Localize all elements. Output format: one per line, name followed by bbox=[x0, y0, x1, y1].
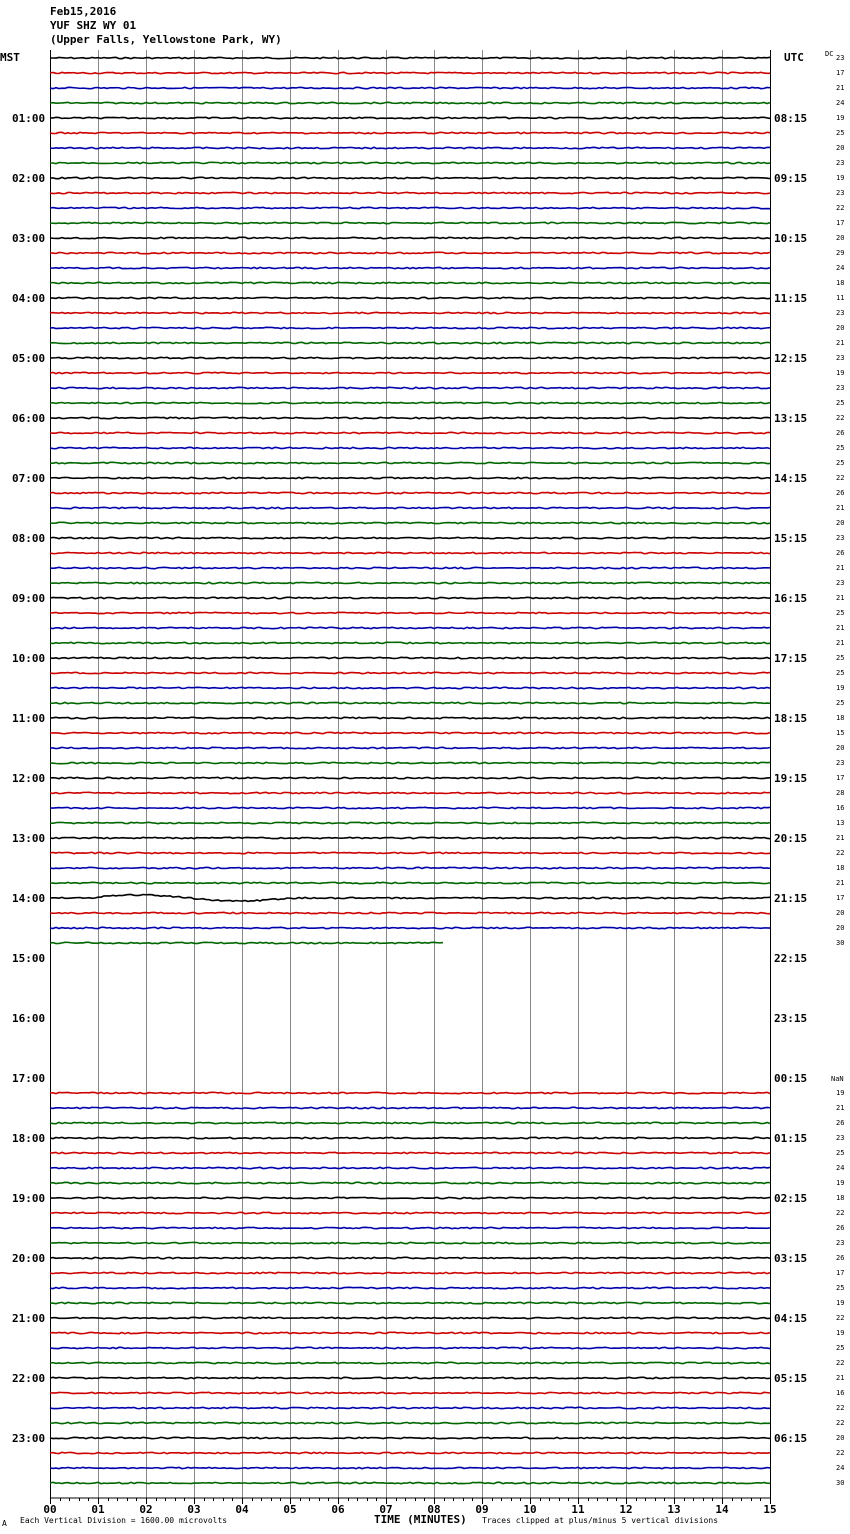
trace-row-2 bbox=[50, 87, 770, 88]
trace-row-42 bbox=[50, 687, 770, 688]
hour-label-right: 23:15 bbox=[774, 1012, 808, 1025]
trace-row-71 bbox=[50, 1122, 770, 1123]
hour-label-right: 06:15 bbox=[774, 1432, 808, 1445]
dc-value: 21 bbox=[836, 624, 845, 632]
hour-label-right: 01:15 bbox=[774, 1132, 808, 1145]
trace-row-0 bbox=[50, 57, 770, 58]
dc-value: 21 bbox=[836, 594, 845, 602]
trace-row-26 bbox=[50, 447, 770, 448]
hour-label-right: 12:15 bbox=[774, 352, 808, 365]
dc-value: 28 bbox=[836, 789, 845, 797]
hour-label-right: 14:15 bbox=[774, 472, 808, 485]
trace-row-12 bbox=[50, 237, 770, 238]
dc-value: 26 bbox=[836, 1254, 845, 1262]
trace-row-69 bbox=[50, 1092, 770, 1093]
trace-row-8 bbox=[50, 177, 770, 178]
x-tick-label: 07 bbox=[379, 1503, 393, 1516]
footer-clip-note: Traces clipped at plus/minus 5 vertical divisions bbox=[482, 1516, 719, 1525]
dc-value: 29 bbox=[836, 249, 845, 257]
x-tick-label: 15 bbox=[763, 1503, 777, 1516]
dc-value: 22 bbox=[836, 1209, 845, 1217]
trace-row-51 bbox=[50, 822, 770, 823]
trace-row-74 bbox=[50, 1167, 770, 1168]
trace-row-41 bbox=[50, 672, 770, 673]
hour-label-left: 11:00 bbox=[12, 712, 46, 725]
hour-label-left: 04:00 bbox=[12, 292, 46, 305]
dc-value: 19 bbox=[836, 369, 845, 377]
trace-row-78 bbox=[50, 1227, 770, 1228]
trace-row-47 bbox=[50, 762, 770, 763]
trace-row-29 bbox=[50, 492, 770, 493]
hour-label-right: 22:15 bbox=[774, 952, 808, 965]
dc-value: 30 bbox=[836, 1479, 845, 1487]
dc-value: 17 bbox=[836, 219, 845, 227]
dc-value: 22 bbox=[836, 1449, 845, 1457]
dc-value: 21 bbox=[836, 879, 845, 887]
dc-value: 23 bbox=[836, 309, 845, 317]
dc-value: 19 bbox=[836, 114, 845, 122]
dc-header-1: DC bbox=[825, 50, 834, 58]
right-timezone-label: UTC bbox=[784, 51, 804, 64]
dc-value: 25 bbox=[836, 399, 845, 407]
trace-row-57 bbox=[50, 912, 770, 913]
trace-row-44 bbox=[50, 717, 770, 718]
dc-value: 25 bbox=[836, 444, 845, 452]
dc-value: 18 bbox=[836, 279, 845, 287]
dc-value: 25 bbox=[836, 459, 845, 467]
x-tick-label: 09 bbox=[475, 1503, 489, 1516]
trace-row-38 bbox=[50, 627, 770, 628]
hour-label-left: 01:00 bbox=[12, 112, 46, 125]
x-tick-label: 04 bbox=[235, 1503, 249, 1516]
trace-row-90 bbox=[50, 1407, 770, 1408]
dc-value: 22 bbox=[836, 414, 845, 422]
hour-label-right: 09:15 bbox=[774, 172, 808, 185]
trace-row-52 bbox=[50, 837, 770, 838]
dc-value: 21 bbox=[836, 84, 845, 92]
hour-label-right: 17:15 bbox=[774, 652, 808, 665]
trace-row-75 bbox=[50, 1182, 770, 1183]
trace-row-93 bbox=[50, 1452, 770, 1453]
hour-label-right: 05:15 bbox=[774, 1372, 808, 1385]
hour-label-right: 21:15 bbox=[774, 892, 808, 905]
trace-row-43 bbox=[50, 702, 770, 703]
trace-row-84 bbox=[50, 1317, 770, 1318]
trace-row-56 bbox=[50, 894, 770, 901]
trace-row-33 bbox=[50, 552, 770, 553]
trace-row-34 bbox=[50, 567, 770, 568]
dc-value: 24 bbox=[836, 1464, 845, 1472]
dc-value: 18 bbox=[836, 714, 845, 722]
trace-row-55 bbox=[50, 882, 770, 883]
x-tick-label: 08 bbox=[427, 1503, 441, 1516]
trace-row-73 bbox=[50, 1152, 770, 1153]
trace-row-21 bbox=[50, 372, 770, 373]
hour-label-right: 02:15 bbox=[774, 1192, 808, 1205]
dc-value: 20 bbox=[836, 324, 845, 332]
hour-label-left: 14:00 bbox=[12, 892, 46, 905]
dc-value: 25 bbox=[836, 129, 845, 137]
trace-row-31 bbox=[50, 522, 770, 523]
trace-row-53 bbox=[50, 852, 770, 853]
hour-label-left: 16:00 bbox=[12, 1012, 46, 1025]
dc-value: 21 bbox=[836, 639, 845, 647]
dc-value: 25 bbox=[836, 654, 845, 662]
trace-row-91 bbox=[50, 1422, 770, 1423]
trace-row-32 bbox=[50, 537, 770, 538]
trace-row-89 bbox=[50, 1392, 770, 1393]
trace-row-83 bbox=[50, 1302, 770, 1303]
dc-value: 22 bbox=[836, 204, 845, 212]
trace-row-28 bbox=[50, 477, 770, 478]
trace-row-9 bbox=[50, 192, 770, 193]
trace-row-48 bbox=[50, 777, 770, 778]
x-tick-label: 11 bbox=[571, 1503, 585, 1516]
trace-row-5 bbox=[50, 132, 770, 133]
dc-value: 24 bbox=[836, 264, 845, 272]
dc-value: 23 bbox=[836, 384, 845, 392]
dc-value: 23 bbox=[836, 354, 845, 362]
dc-value: 21 bbox=[836, 339, 845, 347]
trace-row-46 bbox=[50, 747, 770, 748]
hour-label-left: 18:00 bbox=[12, 1132, 46, 1145]
dc-value: 23 bbox=[836, 579, 845, 587]
trace-row-13 bbox=[50, 252, 770, 253]
trace-row-87 bbox=[50, 1362, 770, 1363]
trace-row-95 bbox=[50, 1482, 770, 1483]
dc-value: 26 bbox=[836, 1224, 845, 1232]
trace-row-54 bbox=[50, 867, 770, 868]
trace-row-49 bbox=[50, 792, 770, 793]
trace-row-58 bbox=[50, 927, 770, 928]
trace-row-72 bbox=[50, 1137, 770, 1138]
station-location: (Upper Falls, Yellowstone Park, WY) bbox=[50, 33, 282, 46]
dc-value: 21 bbox=[836, 564, 845, 572]
dc-value: 22 bbox=[836, 1359, 845, 1367]
dc-value: 20 bbox=[836, 1434, 845, 1442]
left-timezone-label: MST bbox=[0, 51, 20, 64]
dc-value: 22 bbox=[836, 1314, 845, 1322]
dc-value: 19 bbox=[836, 1329, 845, 1337]
dc-value: 13 bbox=[836, 819, 845, 827]
trace-row-20 bbox=[50, 357, 770, 358]
trace-row-37 bbox=[50, 612, 770, 613]
x-tick-label: 06 bbox=[331, 1503, 345, 1516]
trace-row-50 bbox=[50, 807, 770, 808]
footer-scale-note: Each Vertical Division = 1600.00 microvolts bbox=[20, 1516, 228, 1525]
hour-label-right: 11:15 bbox=[774, 292, 808, 305]
dc-value: 20 bbox=[836, 234, 845, 242]
dc-value: 20 bbox=[836, 744, 845, 752]
station-date: Feb15,2016 bbox=[50, 5, 117, 18]
hour-label-right: 08:15 bbox=[774, 112, 808, 125]
dc-value: 17 bbox=[836, 774, 845, 782]
hour-label-left: 13:00 bbox=[12, 832, 46, 845]
dc-value: 21 bbox=[836, 504, 845, 512]
dc-value: 20 bbox=[836, 924, 845, 932]
dc-value: 11 bbox=[836, 294, 845, 302]
x-tick-label: 14 bbox=[715, 1503, 729, 1516]
dc-value: 20 bbox=[836, 144, 845, 152]
hour-label-left: 21:00 bbox=[12, 1312, 46, 1325]
trace-row-27 bbox=[50, 462, 770, 463]
traces bbox=[50, 57, 770, 1483]
x-tick-label: 13 bbox=[667, 1503, 681, 1516]
trace-row-86 bbox=[50, 1347, 770, 1348]
x-tick-label: 10 bbox=[523, 1503, 537, 1516]
trace-row-25 bbox=[50, 432, 770, 433]
trace-row-7 bbox=[50, 162, 770, 163]
trace-row-1 bbox=[50, 72, 770, 73]
dc-value: 21 bbox=[836, 834, 845, 842]
trace-row-11 bbox=[50, 222, 770, 223]
hour-label-left: 22:00 bbox=[12, 1372, 46, 1385]
dc-value: 17 bbox=[836, 1269, 845, 1277]
trace-row-16 bbox=[50, 297, 770, 298]
trace-row-18 bbox=[50, 327, 770, 328]
dc-value: 26 bbox=[836, 489, 845, 497]
dc-value: 25 bbox=[836, 1284, 845, 1292]
trace-row-92 bbox=[50, 1437, 770, 1438]
dc-value: 22 bbox=[836, 1404, 845, 1412]
trace-row-77 bbox=[50, 1212, 770, 1213]
dc-value: 24 bbox=[836, 99, 845, 107]
hour-label-left: 07:00 bbox=[12, 472, 46, 485]
trace-row-85 bbox=[50, 1332, 770, 1333]
dc-value: 26 bbox=[836, 429, 845, 437]
x-tick-label: 01 bbox=[91, 1503, 105, 1516]
trace-row-19 bbox=[50, 342, 770, 343]
x-axis-label: TIME (MINUTES) bbox=[374, 1513, 467, 1526]
dc-value: 25 bbox=[836, 1149, 845, 1157]
dc-value: 23 bbox=[836, 54, 845, 62]
hour-label-left: 15:00 bbox=[12, 952, 46, 965]
hour-label-left: 03:00 bbox=[12, 232, 46, 245]
hour-label-left: 17:00 bbox=[12, 1072, 46, 1085]
trace-row-3 bbox=[50, 102, 770, 103]
hour-label-right: 04:15 bbox=[774, 1312, 808, 1325]
hour-label-left: 08:00 bbox=[12, 532, 46, 545]
dc-value: 17 bbox=[836, 69, 845, 77]
hour-label-right: 19:15 bbox=[774, 772, 808, 785]
dc-value: 19 bbox=[836, 684, 845, 692]
hour-label-right: 10:15 bbox=[774, 232, 808, 245]
trace-row-79 bbox=[50, 1242, 770, 1243]
x-tick-label: 03 bbox=[187, 1503, 201, 1516]
hour-label-left: 19:00 bbox=[12, 1192, 46, 1205]
dc-value: 25 bbox=[836, 1344, 845, 1352]
dc-value: 21 bbox=[836, 1374, 845, 1382]
dc-value: 21 bbox=[836, 1104, 845, 1112]
dc-value: 23 bbox=[836, 1239, 845, 1247]
trace-row-94 bbox=[50, 1467, 770, 1468]
dc-value: 23 bbox=[836, 759, 845, 767]
hour-label-right: 15:15 bbox=[774, 532, 808, 545]
dc-value: 30 bbox=[836, 939, 845, 947]
hour-label-left: 09:00 bbox=[12, 592, 46, 605]
trace-row-45 bbox=[50, 732, 770, 733]
dc-value: 19 bbox=[836, 1089, 845, 1097]
trace-row-88 bbox=[50, 1377, 770, 1378]
dc-value: 18 bbox=[836, 864, 845, 872]
dc-value: 26 bbox=[836, 549, 845, 557]
hour-label-left: 05:00 bbox=[12, 352, 46, 365]
dc-value: 19 bbox=[836, 174, 845, 182]
hour-label-right: 16:15 bbox=[774, 592, 808, 605]
x-tick-label: 02 bbox=[139, 1503, 153, 1516]
trace-row-80 bbox=[50, 1257, 770, 1258]
trace-row-40 bbox=[50, 657, 770, 658]
trace-row-81 bbox=[50, 1272, 770, 1273]
dc-value: 26 bbox=[836, 1119, 845, 1127]
footer-mark: A bbox=[2, 1519, 7, 1528]
dc-value: 16 bbox=[836, 804, 845, 812]
dc-value: 23 bbox=[836, 534, 845, 542]
dc-header-2: NaN bbox=[831, 1075, 844, 1083]
trace-row-22 bbox=[50, 387, 770, 388]
hour-label-left: 20:00 bbox=[12, 1252, 46, 1265]
hour-label-right: 20:15 bbox=[774, 832, 808, 845]
x-tick-label: 00 bbox=[43, 1503, 57, 1516]
hour-label-left: 23:00 bbox=[12, 1432, 46, 1445]
x-tick-label: 12 bbox=[619, 1503, 633, 1516]
dc-value: 23 bbox=[836, 189, 845, 197]
trace-row-23 bbox=[50, 402, 770, 403]
dc-value: 22 bbox=[836, 849, 845, 857]
hour-label-left: 10:00 bbox=[12, 652, 46, 665]
dc-value: 20 bbox=[836, 909, 845, 917]
dc-value: 20 bbox=[836, 519, 845, 527]
dc-value: 19 bbox=[836, 1299, 845, 1307]
dc-value: 18 bbox=[836, 1194, 845, 1202]
hour-label-left: 12:00 bbox=[12, 772, 46, 785]
hour-label-left: 06:00 bbox=[12, 412, 46, 425]
trace-row-24 bbox=[50, 417, 770, 418]
dc-value: 16 bbox=[836, 1389, 845, 1397]
hour-label-right: 13:15 bbox=[774, 412, 808, 425]
dc-value: 17 bbox=[836, 894, 845, 902]
trace-row-76 bbox=[50, 1197, 770, 1198]
dc-value: 15 bbox=[836, 729, 845, 737]
trace-row-39 bbox=[50, 642, 770, 643]
trace-row-4 bbox=[50, 117, 770, 118]
trace-row-36 bbox=[50, 597, 770, 598]
dc-value: 22 bbox=[836, 1419, 845, 1427]
trace-row-30 bbox=[50, 507, 770, 508]
trace-row-35 bbox=[50, 582, 770, 583]
trace-row-6 bbox=[50, 147, 770, 148]
hour-label-right: 18:15 bbox=[774, 712, 808, 725]
dc-value: 23 bbox=[836, 1134, 845, 1142]
x-tick-label: 05 bbox=[283, 1503, 297, 1516]
dc-labels bbox=[836, 54, 844, 1487]
hour-label-right: 00:15 bbox=[774, 1072, 808, 1085]
trace-row-82 bbox=[50, 1287, 770, 1288]
hour-label-left: 02:00 bbox=[12, 172, 46, 185]
dc-value: 22 bbox=[836, 474, 845, 482]
dc-value: 24 bbox=[836, 1164, 845, 1172]
trace-row-59 bbox=[50, 942, 443, 943]
hour-label-right: 03:15 bbox=[774, 1252, 808, 1265]
dc-value: 25 bbox=[836, 609, 845, 617]
trace-row-17 bbox=[50, 312, 770, 313]
dc-value: 25 bbox=[836, 669, 845, 677]
trace-row-10 bbox=[50, 207, 770, 208]
trace-row-14 bbox=[50, 267, 770, 268]
dc-value: 23 bbox=[836, 159, 845, 167]
trace-row-70 bbox=[50, 1107, 770, 1108]
station-code: YUF SHZ WY 01 bbox=[50, 19, 137, 32]
dc-value: 19 bbox=[836, 1179, 845, 1187]
dc-value: 25 bbox=[836, 699, 845, 707]
trace-row-15 bbox=[50, 282, 770, 283]
